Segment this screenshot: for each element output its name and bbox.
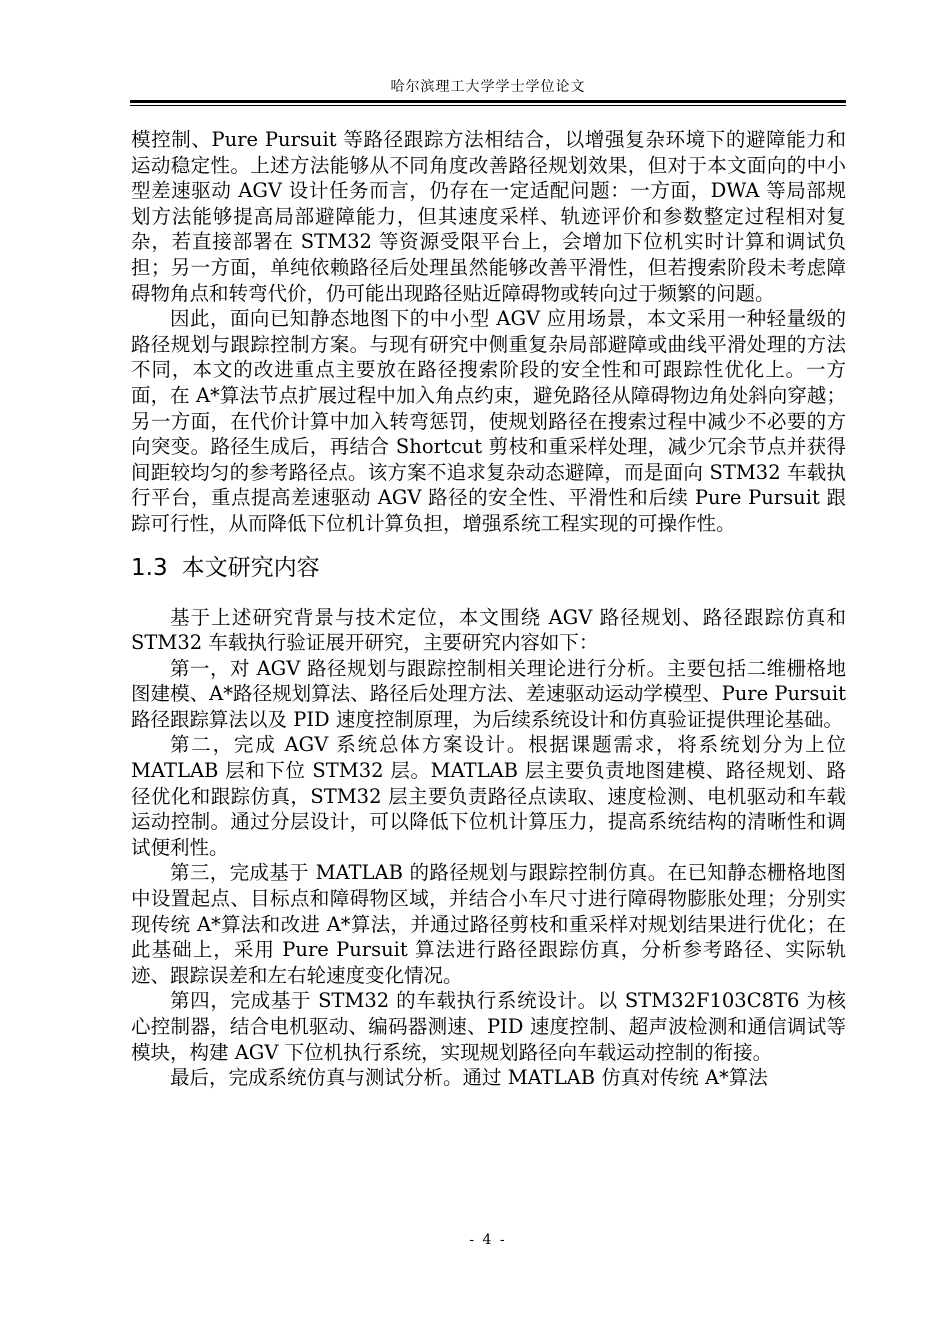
section-heading bbox=[131, 547, 846, 589]
paragraph-intro: 基于上述研究背景与技术定位，本文围绕 AGV 路径规划、路径跟踪仿真和 STM32 车载执行验证展开研究，主要研究内容如下： bbox=[131, 605, 846, 655]
paragraph-content-1: 第一，对 AGV 路径规划与跟踪控制相关理论进行分析。主要包括二维栅格地图建模、A*路径规划算法、路径后处理方法、差速驱动运动学模型、Pure Pursuit 路径跟踪算法以及 PID 速度控制原理，为后续系统设计和仿真验证提供理论基础。 bbox=[131, 656, 846, 731]
paragraph-content-3: 第三，完成基于 MATLAB 的路径规划与跟踪控制仿真。在已知静态栅格地图中设置起点、目标点和障碍物区域，并结合小车尺寸进行障碍物膨胀处理；分别实现传统 A*算法和改进 A*算法，并通过路径剪枝和重采样对规划结果进行优化；在此基础上，采用 Pure Pursuit 算法进行路径跟踪仿真，分析参考路径、实际轨迹、跟踪误差和左右轮速度变化情况。 bbox=[131, 861, 846, 987]
header-rule-thin bbox=[130, 105, 846, 106]
paragraph-content-2: 第二，完成 AGV 系统总体方案设计。根据课题需求，将系统划分为上位 MATLAB 层和下位 STM32 层。MATLAB 层主要负责地图建模、路径规划、路径优化和跟踪仿真，STM32 层主要负责路径点读取、速度检测、电机驱动和车载运动控制。通过分层设计，可以降低下位机计算压力，提高系统结构的清晰性和调试便利性。 bbox=[131, 733, 846, 859]
heading-spacer bbox=[131, 589, 846, 605]
paragraph-proposed-scheme: 因此，面向已知静态地图下的中小型 AGV 应用场景，本文采用一种轻量级的路径规划与跟踪控制方案。与现有研究中侧重复杂局部避障或曲线平滑处理的方法不同，本文的改进重点主要放在路径搜索阶段的安全性和可跟踪性优化上。一方面，在 A*算法节点扩展过程中加入角点约束，避免路径从障碍物边角处斜向穿越；另一方面，在代价计算中加入转弯惩罚，使规划路径在搜索过程中减少不必要的方向突变。路径生成后，再结合 Shortcut 剪枝和重采样处理，减少冗余节点并获得间距较均匀的参考路径点。该方案不追求复杂动态避障，而是面向 STM32 车载执行平台，重点提高差速驱动 AGV 路径的安全性、平滑性和后续 Pure Pursuit 跟踪可行性，从而降低下位机计算负担，增强系统工程实现的可操作性。 bbox=[131, 307, 846, 535]
section-title: 本文研究内容 bbox=[181, 554, 320, 581]
page-number: - 4 - bbox=[469, 1232, 507, 1248]
paragraph-content-4: 第四，完成基于 STM32 的车载执行系统设计。以 STM32F103C8T6 为核心控制器，结合电机驱动、编码器测速、PID 速度控制、超声波检测和通信调试等模块，构建 AGV 下位机执行系统，实现规划路径向车载运动控制的衔接。 bbox=[131, 989, 846, 1064]
paragraph-continued: 模控制、Pure Pursuit 等路径跟踪方法相结合，以增强复杂环境下的避障能力和运动稳定性。上述方法能够从不同角度改善路径规划效果，但对于本文面向的中小型差速驱动 AGV 设计任务而言，仍存在一定适配问题：一方面，DWA 等局部规划方法能够提高局部避障能力，但其速度采样、轨迹评价和参数整定过程相对复杂，若直接部署在 STM32 等资源受限平台上，会增加下位机实时计算和调试负担；另一方面，单纯依赖路径后处理虽然能够改善平滑性，但若搜索阶段未考虑障碍物角点和转弯代价，仍可能出现路径贴近障碍物或转向过于频繁的问题。 bbox=[131, 128, 846, 305]
page-body bbox=[131, 127, 846, 1091]
paragraph-content-final: 最后，完成系统仿真与测试分析。通过 MATLAB 仿真对传统 A*算法 bbox=[170, 1066, 768, 1090]
header-rule-thick bbox=[130, 100, 846, 103]
running-header: 哈尔滨理工大学学士学位论文 bbox=[390, 79, 586, 95]
section-number: 1.3 bbox=[131, 554, 168, 581]
